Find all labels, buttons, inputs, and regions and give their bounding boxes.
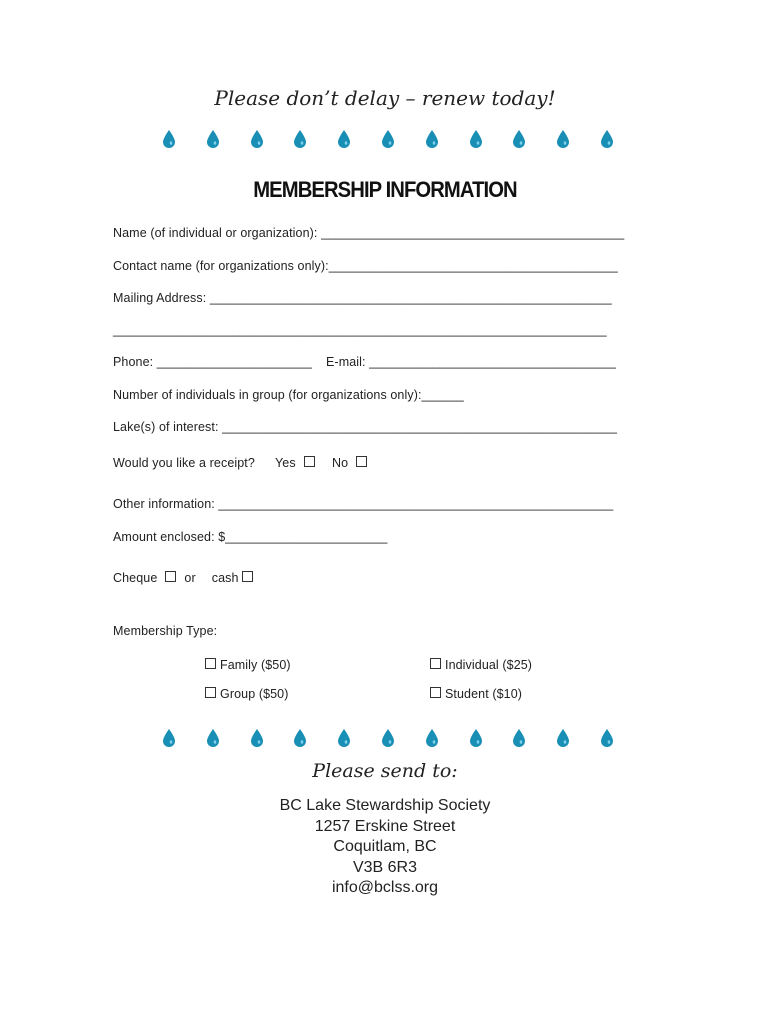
water-drop-icon	[162, 129, 176, 149]
address-email: info@bclss.org	[331, 879, 439, 896]
water-drop-icon	[512, 728, 526, 748]
page-title: MEMBERSHIP INFORMATION	[253, 177, 517, 202]
checkbox-icon[interactable]	[242, 571, 253, 582]
cheque-label: Cheque	[113, 571, 158, 585]
water-drop-icon	[381, 728, 395, 748]
membership-option-label: Individual ($25)	[445, 658, 533, 672]
water-drop-icon	[512, 129, 526, 149]
water-drop-icon	[469, 129, 483, 149]
receipt-no-label: No	[332, 456, 349, 470]
water-drop-icon	[600, 728, 614, 748]
address-city: Coquitlam, BC	[333, 838, 437, 855]
checkbox-icon[interactable]	[165, 571, 176, 582]
water-drop-icon	[293, 129, 307, 149]
membership-type-label: Membership Type:	[113, 624, 218, 638]
mailing-address-block	[0, 796, 770, 899]
water-drop-icon	[206, 129, 220, 149]
address-postal-code: V3B 6R3	[352, 858, 418, 876]
water-drop-icon	[337, 728, 351, 748]
amount-enclosed-field[interactable]: Amount enclosed: $_______________________	[113, 530, 388, 544]
water-drop-icon	[425, 728, 439, 748]
checkbox-icon[interactable]	[205, 687, 216, 698]
membership-option-individual[interactable]	[426, 658, 532, 672]
water-drop-icon	[556, 129, 570, 149]
membership-option-label: Student ($10)	[445, 687, 523, 701]
drops-row-top	[162, 129, 614, 151]
water-drop-icon	[293, 728, 307, 748]
checkbox-icon[interactable]	[430, 658, 441, 669]
address-org: BC Lake Stewardship Society	[279, 797, 491, 814]
water-drop-icon	[381, 129, 395, 149]
send-to-heading: Please send to:	[312, 760, 458, 782]
phone-field[interactable]: Phone: ______________________	[113, 355, 312, 369]
cash-label: cash	[211, 571, 239, 585]
name-field[interactable]: Name (of individual or organization): ___________________________________________	[113, 226, 625, 240]
other-information-field[interactable]: Other information: ________________________________________________________	[113, 497, 614, 511]
water-drop-icon	[556, 728, 570, 748]
payment-options	[113, 571, 257, 585]
lakes-of-interest-field[interactable]: Lake(s) of interest: ________________________________________________________	[113, 420, 617, 434]
water-drop-icon	[250, 129, 264, 149]
email-field[interactable]: E-mail: ___________________________________	[326, 355, 616, 369]
water-drop-icon	[600, 129, 614, 149]
membership-option-family[interactable]	[201, 658, 291, 672]
checkbox-icon[interactable]	[205, 658, 216, 669]
renew-tagline: Please don’t delay – renew today!	[214, 86, 556, 110]
mailing-address-line2-field[interactable]: ______________________________________________________________________	[113, 323, 607, 337]
or-label: or	[184, 571, 196, 585]
checkbox-icon[interactable]	[304, 456, 315, 467]
checkbox-icon[interactable]	[356, 456, 367, 467]
membership-option-label: Group ($50)	[220, 687, 289, 701]
contact-name-field[interactable]: Contact name (for organizations only):_________________________________________	[113, 259, 618, 273]
checkbox-icon[interactable]	[430, 687, 441, 698]
water-drop-icon	[162, 728, 176, 748]
receipt-yes-label: Yes	[275, 456, 296, 470]
mailing-address-field[interactable]: Mailing Address: _________________________________________________________	[113, 291, 612, 305]
receipt-yes-option[interactable]	[275, 456, 319, 470]
drops-row-bottom	[162, 728, 614, 750]
water-drop-icon	[425, 129, 439, 149]
receipt-no-option[interactable]	[332, 456, 371, 470]
water-drop-icon	[469, 728, 483, 748]
membership-option-group[interactable]	[201, 687, 289, 701]
membership-option-student[interactable]	[426, 687, 522, 701]
address-street: 1257 Erskine Street	[314, 817, 456, 835]
water-drop-icon	[250, 728, 264, 748]
water-drop-icon	[337, 129, 351, 149]
receipt-question: Would you like a receipt?	[113, 456, 255, 470]
water-drop-icon	[206, 728, 220, 748]
membership-option-label: Family ($50)	[220, 658, 291, 672]
group-size-field[interactable]: Number of individuals in group (for organizations only):______	[113, 388, 464, 402]
